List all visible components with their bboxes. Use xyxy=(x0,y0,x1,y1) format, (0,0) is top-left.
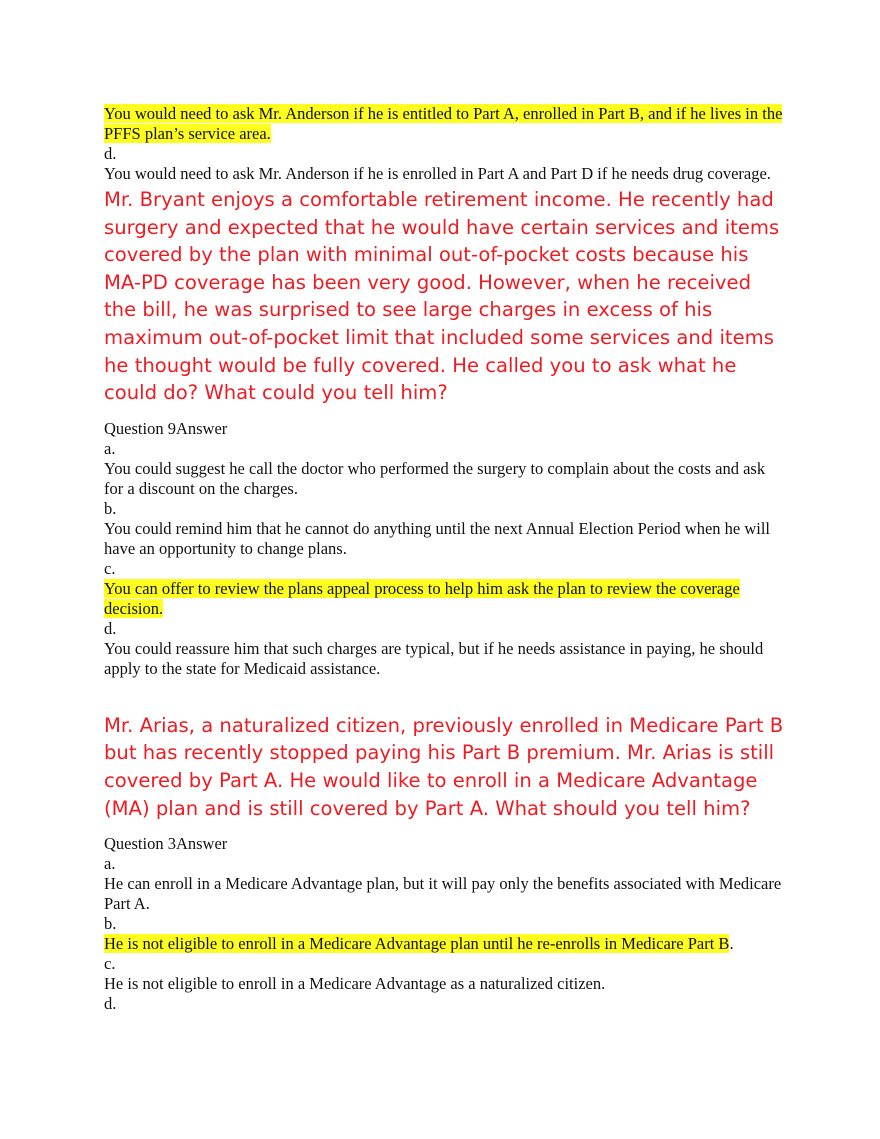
question-9-prompt: Mr. Bryant enjoys a comfortable retirement income. He recently had surgery and expected that he would have certain services and items covered by the plan with minimal out-of-pocket costs because his MA-PD coverage has been very good. However, when he received the bill, he was surprised to see large charges in excess of his maximum out-of-pocket limit that included some services and items he thought would be fully covered. He called you to ask what he could do? What could you tell him? xyxy=(104,188,780,405)
document-page xyxy=(104,104,784,1014)
option-c-text xyxy=(104,104,784,144)
question-3 xyxy=(104,712,784,1014)
highlighted-answer: You can offer to review the plans appeal process to help him ask the plan to review the coverage decision. xyxy=(104,578,740,618)
option-a-letter: a. xyxy=(104,438,116,458)
option-b-suffix: . xyxy=(729,934,734,954)
highlighted-answer: You would need to ask Mr. Anderson if he is entitled to Part A, enrolled in Part B, and if he lives in the PFFS plan’s service area. xyxy=(104,104,783,143)
option-d-letter: d. xyxy=(104,994,117,1014)
option-d-letter: d. xyxy=(104,618,117,638)
question-9 xyxy=(104,186,784,679)
option-b-text: You could remind him that he cannot do anything until the next Annual Election Period when he will have an opportunity to change plans. xyxy=(104,518,771,558)
question-3-label: Question 3Answer xyxy=(104,834,228,854)
option-c-letter: c. xyxy=(104,954,116,974)
previous-question-options xyxy=(104,104,784,184)
option-b-letter: b. xyxy=(104,498,117,518)
question-3-prompt: Mr. Arias, a naturalized citizen, previously enrolled in Medicare Part B but has recently stopped paying his Part B premium. Mr. Arias is still covered by Part A. He would like to enroll in a Medicare Advantage (MA) plan and is still covered by Part A. What should you tell him? xyxy=(104,713,784,820)
option-b-text xyxy=(104,934,784,954)
option-a-text: You could suggest he call the doctor who performed the surgery to complain about the costs and ask for a discount on the charges. xyxy=(104,458,766,498)
option-c-text xyxy=(104,579,784,619)
highlighted-answer: He is not eligible to enroll in a Medicare Advantage plan until he re-enrolls in Medicare Part B xyxy=(104,934,730,954)
option-d-letter: d. xyxy=(104,144,117,163)
option-c-text: He is not eligible to enroll in a Medicare Advantage as a naturalized citizen. xyxy=(104,974,606,994)
option-b-letter: b. xyxy=(104,914,117,934)
question-9-label: Question 9Answer xyxy=(104,418,228,438)
option-d-text: You could reassure him that such charges are typical, but if he needs assistance in paying, he should apply to the state for Medicaid assistance. xyxy=(104,638,764,678)
option-c-letter: c. xyxy=(104,558,116,578)
option-a-letter: a. xyxy=(104,854,116,874)
option-a-text: He can enroll in a Medicare Advantage plan, but it will pay only the benefits associated with Medicare Part A. xyxy=(104,874,782,914)
option-d-text: You would need to ask Mr. Anderson if he is enrolled in Part A and Part D if he needs drug coverage. xyxy=(104,164,771,183)
